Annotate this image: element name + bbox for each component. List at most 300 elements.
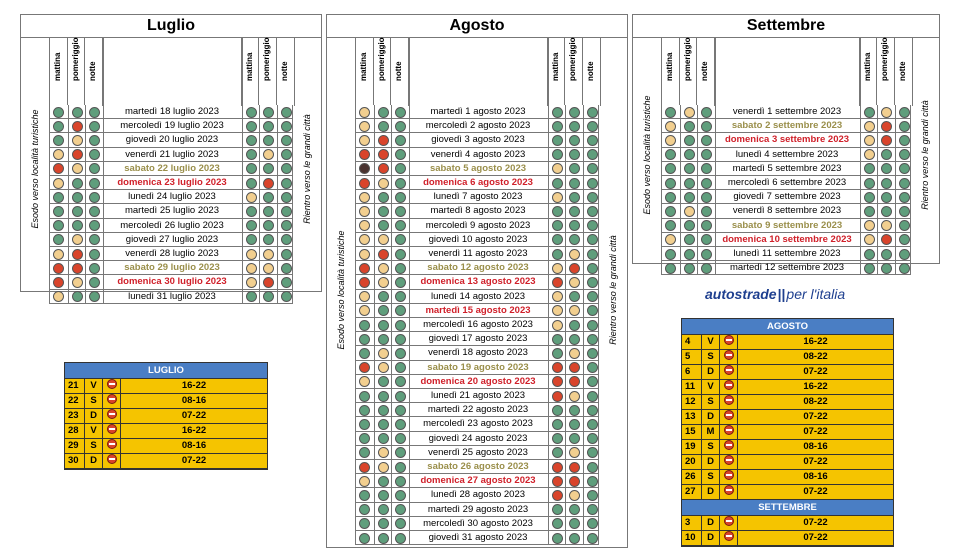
luglio-ban-ban-icon — [103, 379, 121, 393]
luglio-back-cell — [277, 190, 295, 203]
traffic-dot-yellow — [263, 263, 274, 274]
agosto-back-cell — [548, 148, 566, 161]
settembre-back-cell — [877, 261, 895, 274]
agosto-back-cell — [548, 517, 566, 530]
luglio-date-label: mercoledì 19 luglio 2023 — [120, 120, 224, 132]
luglio-back-cell — [242, 148, 260, 161]
luglio-back-cell — [242, 261, 260, 274]
traffic-dot-yellow — [53, 249, 64, 260]
agosto-row — [355, 474, 599, 488]
traffic-dot-black — [359, 163, 370, 174]
luglio-ban-hours: 16-22 — [181, 425, 207, 436]
settembre-back-cell — [877, 190, 895, 203]
traffic-dot-green — [684, 178, 695, 189]
luglio-out-cell — [50, 275, 68, 288]
traffic-dot-green — [89, 206, 100, 217]
luglio-out-cell — [50, 233, 68, 246]
traffic-dot-yellow — [378, 178, 389, 189]
settembre-date-label: martedì 5 settembre 2023 — [732, 162, 842, 174]
settembre-back-cell — [895, 105, 913, 118]
traffic-dot-green — [281, 107, 292, 118]
no-entry-icon — [107, 439, 117, 449]
luglio-ban-weekday: V — [85, 379, 103, 393]
agosto-back-cell — [565, 361, 583, 374]
traffic-dot-yellow — [72, 135, 83, 146]
traffic-dot-green — [395, 362, 406, 373]
agosto-back-cell — [565, 119, 583, 132]
luglio-ban-ban-icon — [103, 424, 121, 438]
agosto-back-cell — [548, 119, 566, 132]
traffic-dot-yellow — [72, 163, 83, 174]
agosto-back-cell — [583, 503, 601, 516]
agosto-out-cell — [391, 261, 409, 274]
traffic-dot-green — [587, 504, 598, 515]
settembre-back-cell — [895, 247, 913, 260]
agosto-back-cell — [583, 219, 601, 232]
traffic-dot-yellow — [359, 135, 370, 146]
settembre-date-label: domenica 10 settembre 2023 — [722, 233, 852, 245]
settembre-ban-hours: 07-22 — [803, 532, 828, 543]
traffic-dot-yellow — [53, 291, 64, 302]
settembre-out-cell — [662, 133, 680, 146]
agosto-date-label: venerdì 4 agosto 2023 — [430, 148, 526, 160]
agosto-divider — [390, 37, 391, 105]
agosto-out-cell — [391, 318, 409, 331]
agosto-ban-hours: 16-22 — [803, 381, 828, 392]
traffic-dot-green — [569, 320, 580, 331]
traffic-dot-red — [53, 263, 64, 274]
agosto-out-cell — [356, 318, 374, 331]
luglio-out-cell — [85, 148, 103, 161]
traffic-dot-green — [89, 277, 100, 288]
agosto-ban-day: 13 — [682, 410, 702, 424]
luglio-left-label: Esodo verso località turistiche — [30, 109, 40, 229]
agosto-row — [355, 389, 599, 403]
agosto-ban-hours: 08-16 — [803, 471, 828, 482]
traffic-dot-green — [587, 533, 598, 544]
settembre-out-cell — [662, 176, 680, 189]
traffic-dot-green — [899, 220, 910, 231]
traffic-dot-green — [395, 348, 406, 359]
agosto-back-cell — [548, 275, 566, 288]
luglio-out-cell — [68, 148, 86, 161]
settembre-row — [661, 105, 911, 119]
traffic-dot-green — [378, 504, 389, 515]
luglio-ban-weekday: S — [85, 439, 103, 453]
luglio-back-cell — [259, 105, 277, 118]
luglio-out-cell — [68, 105, 86, 118]
agosto-ban-weekday: D — [702, 365, 720, 379]
settembre-row — [661, 204, 911, 218]
agosto-date-label: martedì 1 agosto 2023 — [430, 106, 526, 117]
luglio-row — [49, 148, 293, 162]
traffic-dot-red — [378, 163, 389, 174]
agosto-date-label: lunedì 7 agosto 2023 — [433, 191, 523, 203]
traffic-dot-red — [378, 135, 389, 146]
agosto-out-cell — [374, 176, 392, 189]
luglio-colhead-out-1: pomeriggio — [70, 37, 80, 81]
agosto-row — [355, 148, 599, 162]
agosto-back-cell — [583, 531, 601, 544]
traffic-dot-green — [378, 518, 389, 529]
luglio-ban-hours: 08-16 — [181, 395, 207, 406]
traffic-dot-green — [569, 291, 580, 302]
agosto-ban-day: 26 — [682, 470, 702, 484]
traffic-dot-green — [552, 334, 563, 345]
traffic-dot-yellow — [552, 305, 563, 316]
traffic-dot-green — [72, 178, 83, 189]
luglio-out-cell — [50, 148, 68, 161]
no-entry-icon — [107, 454, 117, 464]
traffic-dot-green — [587, 419, 598, 430]
agosto-out-cell — [391, 275, 409, 288]
agosto-out-cell — [374, 304, 392, 317]
agosto-back-cell — [583, 517, 601, 530]
luglio-row — [49, 247, 293, 261]
traffic-dot-green — [684, 149, 695, 160]
agosto-ban-row — [682, 350, 893, 365]
traffic-dot-green — [684, 220, 695, 231]
agosto-ban-ban-icon — [720, 365, 738, 379]
traffic-dot-green — [569, 206, 580, 217]
agosto-colhead-out-1: pomeriggio — [376, 37, 386, 81]
traffic-dot-green — [684, 249, 695, 260]
agosto-row — [355, 361, 599, 375]
settembre-date-label: venerdì 8 settembre 2023 — [732, 205, 842, 217]
agosto-ban-table — [681, 318, 894, 547]
luglio-out-cell — [85, 162, 103, 175]
agosto-back-cell — [583, 432, 601, 445]
settembre-ban-weekday: D — [702, 516, 720, 530]
traffic-dot-red — [552, 462, 563, 473]
traffic-dot-green — [246, 178, 257, 189]
agosto-ban-ban-icon — [720, 425, 738, 439]
agosto-row — [355, 432, 599, 446]
traffic-dot-yellow — [569, 490, 580, 501]
no-entry-icon — [724, 350, 734, 360]
traffic-dot-green — [881, 192, 892, 203]
agosto-out-cell — [374, 162, 392, 175]
agosto-ban-header: AGOSTO — [682, 319, 893, 335]
settembre-back-cell — [895, 148, 913, 161]
agosto-date-label: domenica 13 agosto 2023 — [420, 276, 536, 288]
agosto-out-cell — [391, 304, 409, 317]
luglio-out-cell — [50, 105, 68, 118]
settembre-date-label: venerdì 1 settembre 2023 — [732, 106, 842, 117]
traffic-dot-green — [53, 107, 64, 118]
traffic-dot-green — [587, 433, 598, 444]
traffic-dot-green — [552, 419, 563, 430]
luglio-date-label: venerdì 28 luglio 2023 — [125, 248, 219, 259]
settembre-out-cell — [680, 204, 698, 217]
no-entry-icon — [724, 365, 734, 375]
luglio-ban-row — [65, 424, 267, 439]
traffic-dot-yellow — [53, 178, 64, 189]
agosto-out-cell — [356, 488, 374, 501]
luglio-divider — [67, 37, 68, 105]
luglio-date-label: lunedì 31 luglio 2023 — [128, 290, 216, 302]
settembre-out-cell — [697, 233, 715, 246]
traffic-dot-yellow — [881, 220, 892, 231]
traffic-dot-green — [569, 121, 580, 132]
settembre-row — [661, 261, 911, 275]
agosto-date-label: martedì 29 agosto 2023 — [427, 503, 529, 515]
luglio-back-cell — [277, 148, 295, 161]
agosto-ban-weekday: V — [702, 335, 720, 349]
agosto-out-cell — [374, 233, 392, 246]
luglio-out-cell — [85, 275, 103, 288]
settembre-out-cell — [697, 190, 715, 203]
agosto-date-label: giovedì 3 agosto 2023 — [431, 134, 525, 146]
agosto-out-cell — [356, 133, 374, 146]
luglio-back-cell — [259, 162, 277, 175]
traffic-dot-green — [587, 277, 598, 288]
settembre-row — [661, 190, 911, 204]
agosto-ban-day: 20 — [682, 455, 702, 469]
traffic-dot-red — [552, 490, 563, 501]
agosto-back-cell — [565, 148, 583, 161]
agosto-row — [355, 318, 599, 332]
no-entry-icon — [107, 379, 117, 389]
settembre-back-cell — [877, 176, 895, 189]
luglio-ban-day: 22 — [65, 394, 85, 408]
traffic-dot-green — [395, 249, 406, 260]
traffic-dot-green — [881, 249, 892, 260]
settembre-out-cell — [697, 162, 715, 175]
agosto-back-cell — [583, 176, 601, 189]
luglio-back-cell — [277, 261, 295, 274]
settembre-ban-ban-icon — [720, 516, 738, 530]
agosto-out-cell — [374, 474, 392, 487]
traffic-dot-green — [552, 504, 563, 515]
traffic-dot-green — [701, 121, 712, 132]
agosto-out-cell — [356, 417, 374, 430]
luglio-out-cell — [85, 176, 103, 189]
luglio-out-cell — [50, 162, 68, 175]
traffic-dot-green — [899, 192, 910, 203]
luglio-row — [49, 233, 293, 247]
luglio-ban-hours: 07-22 — [181, 455, 207, 466]
agosto-back-cell — [548, 162, 566, 175]
agosto-date-label: mercoledì 23 agosto 2023 — [423, 418, 533, 430]
agosto-row — [355, 517, 599, 531]
settembre-date-label: domenica 3 settembre 2023 — [724, 134, 850, 146]
settembre-out-cell — [697, 148, 715, 161]
settembre-ban-day: 3 — [682, 516, 702, 530]
agosto-back-cell — [565, 290, 583, 303]
settembre-date-label: sabato 2 settembre 2023 — [731, 120, 843, 132]
agosto-row — [355, 290, 599, 304]
traffic-dot-yellow — [552, 192, 563, 203]
luglio-ban-day: 21 — [65, 379, 85, 393]
luglio-out-cell — [85, 290, 103, 303]
traffic-dot-green — [665, 107, 676, 118]
traffic-dot-green — [395, 533, 406, 544]
traffic-dot-green — [281, 234, 292, 245]
settembre-date-label: sabato 9 settembre 2023 — [731, 219, 843, 231]
luglio-ban-ban-icon — [103, 439, 121, 453]
agosto-back-cell — [565, 219, 583, 232]
agosto-out-cell — [391, 361, 409, 374]
luglio-out-cell — [68, 275, 86, 288]
traffic-dot-green — [701, 149, 712, 160]
traffic-dot-red — [263, 178, 274, 189]
traffic-dot-green — [378, 206, 389, 217]
luglio-out-cell — [85, 105, 103, 118]
agosto-date-label: lunedì 21 agosto 2023 — [430, 390, 526, 401]
traffic-dot-green — [378, 320, 389, 331]
traffic-dot-green — [587, 334, 598, 345]
luglio-date-label: mercoledì 26 luglio 2023 — [120, 219, 224, 231]
traffic-dot-red — [72, 121, 83, 132]
agosto-back-cell — [548, 446, 566, 459]
luglio-back-cell — [259, 219, 277, 232]
traffic-dot-yellow — [665, 121, 676, 132]
traffic-dot-yellow — [378, 263, 389, 274]
agosto-back-cell — [565, 332, 583, 345]
traffic-dot-green — [684, 263, 695, 274]
agosto-ban-ban-icon — [720, 380, 738, 394]
traffic-dot-yellow — [246, 249, 257, 260]
luglio-back-cell — [242, 190, 260, 203]
luglio-back-cell — [259, 190, 277, 203]
traffic-dot-green — [359, 447, 370, 458]
traffic-dot-green — [246, 149, 257, 160]
agosto-back-cell — [565, 304, 583, 317]
no-entry-icon — [107, 424, 117, 434]
agosto-out-cell — [391, 133, 409, 146]
agosto-date-label: giovedì 31 agosto 2023 — [428, 532, 528, 543]
luglio-ban-row — [65, 394, 267, 409]
traffic-dot-green — [665, 178, 676, 189]
agosto-date-label: mercoledì 30 agosto 2023 — [423, 517, 533, 529]
agosto-back-cell — [583, 375, 601, 388]
luglio-back-cell — [259, 247, 277, 260]
agosto-row — [355, 247, 599, 261]
traffic-dot-green — [378, 220, 389, 231]
traffic-dot-green — [378, 490, 389, 501]
agosto-back-cell — [548, 247, 566, 260]
agosto-back-cell — [565, 346, 583, 359]
agosto-ban-row — [682, 335, 893, 350]
settembre-divider — [696, 37, 697, 105]
traffic-dot-green — [899, 206, 910, 217]
luglio-row — [49, 105, 293, 119]
traffic-dot-green — [665, 263, 676, 274]
agosto-colhead-back-2: notte — [585, 61, 595, 81]
settembre-out-cell — [697, 133, 715, 146]
traffic-dot-green — [53, 220, 64, 231]
agosto-back-cell — [565, 432, 583, 445]
traffic-dot-green — [395, 305, 406, 316]
traffic-dot-green — [378, 334, 389, 345]
agosto-out-cell — [374, 261, 392, 274]
traffic-dot-green — [587, 206, 598, 217]
agosto-back-cell — [583, 261, 601, 274]
traffic-dot-green — [281, 249, 292, 260]
traffic-dot-green — [569, 234, 580, 245]
settembre-back-cell — [895, 219, 913, 232]
luglio-ban-row — [65, 379, 267, 394]
traffic-dot-green — [587, 178, 598, 189]
agosto-row — [355, 275, 599, 289]
traffic-dot-green — [359, 504, 370, 515]
traffic-dot-green — [899, 135, 910, 146]
traffic-dot-yellow — [378, 462, 389, 473]
agosto-title: Agosto — [327, 15, 627, 38]
traffic-dot-green — [395, 163, 406, 174]
traffic-dot-green — [395, 192, 406, 203]
traffic-dot-red — [359, 462, 370, 473]
traffic-dot-green — [281, 121, 292, 132]
settembre-out-cell — [697, 247, 715, 260]
traffic-dot-green — [395, 263, 406, 274]
agosto-ban-row — [682, 410, 893, 425]
agosto-back-cell — [548, 190, 566, 203]
traffic-dot-green — [89, 163, 100, 174]
agosto-date-label: lunedì 28 agosto 2023 — [430, 489, 526, 501]
agosto-out-cell — [391, 417, 409, 430]
traffic-dot-green — [89, 135, 100, 146]
agosto-back-cell — [548, 361, 566, 374]
traffic-dot-green — [53, 192, 64, 203]
luglio-divider — [84, 37, 85, 105]
agosto-out-cell — [391, 162, 409, 175]
no-entry-icon — [724, 410, 734, 420]
traffic-dot-yellow — [359, 220, 370, 231]
traffic-dot-yellow — [569, 348, 580, 359]
agosto-back-cell — [565, 162, 583, 175]
traffic-dot-green — [569, 518, 580, 529]
traffic-dot-yellow — [864, 234, 875, 245]
agosto-date-label: sabato 19 agosto 2023 — [427, 361, 529, 373]
traffic-dot-green — [701, 206, 712, 217]
agosto-back-cell — [548, 261, 566, 274]
traffic-dot-green — [552, 107, 563, 118]
agosto-date-label: domenica 20 agosto 2023 — [420, 375, 536, 387]
settembre-ban-weekday: D — [702, 531, 720, 545]
traffic-dot-green — [263, 206, 274, 217]
traffic-dot-green — [359, 433, 370, 444]
traffic-dot-red — [359, 149, 370, 160]
traffic-dot-yellow — [665, 234, 676, 245]
traffic-dot-yellow — [359, 305, 370, 316]
settembre-row — [661, 219, 911, 233]
luglio-colhead-out-2: notte — [88, 61, 97, 81]
luglio-title: Luglio — [21, 15, 321, 38]
agosto-row — [355, 446, 599, 460]
agosto-back-cell — [565, 204, 583, 217]
agosto-date-label: mercoledì 2 agosto 2023 — [425, 120, 531, 132]
luglio-out-cell — [68, 204, 86, 217]
agosto-out-cell — [391, 176, 409, 189]
agosto-divider — [564, 37, 565, 105]
traffic-dot-yellow — [569, 447, 580, 458]
traffic-dot-green — [665, 249, 676, 260]
traffic-dot-yellow — [378, 447, 389, 458]
agosto-out-cell — [356, 275, 374, 288]
agosto-out-cell — [356, 162, 374, 175]
agosto-back-cell — [565, 105, 583, 118]
agosto-back-cell — [583, 148, 601, 161]
logo-suffix: per l'italia — [786, 286, 846, 302]
luglio-out-cell — [85, 233, 103, 246]
traffic-dot-yellow — [569, 249, 580, 260]
agosto-out-cell — [374, 488, 392, 501]
traffic-dot-green — [899, 163, 910, 174]
settembre-back-cell — [895, 133, 913, 146]
luglio-out-cell — [68, 233, 86, 246]
